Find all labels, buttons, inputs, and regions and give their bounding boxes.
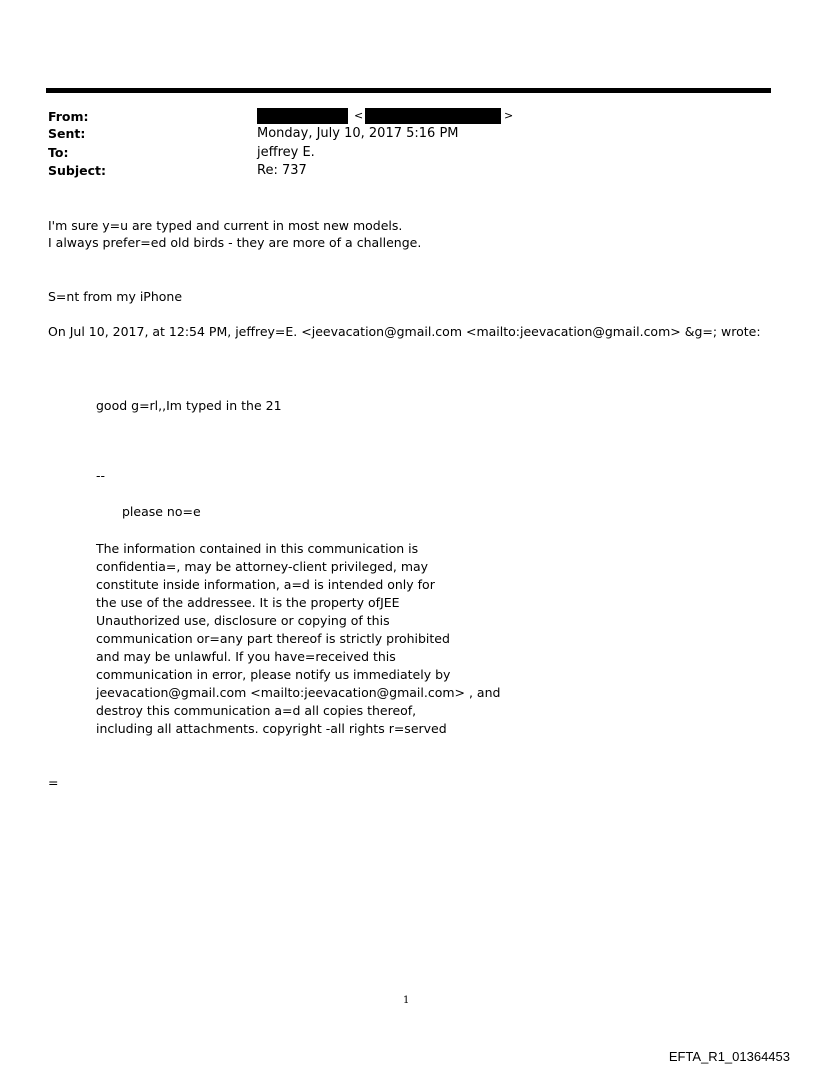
sent-label: Sent:: [48, 126, 86, 141]
header-rule: [46, 88, 771, 93]
disclaimer-line: including all attachments. copyright -all rights r=served: [96, 721, 447, 736]
please-note: please no=e: [122, 504, 201, 519]
page-number: 1: [403, 995, 410, 1006]
disclaimer-line: communication or=any part thereof is strictly prohibited: [96, 631, 450, 646]
disclaimer-line: jeevacation@gmail.com <mailto:jeevacation@gmail.com> , and: [96, 685, 501, 700]
confidentiality-disclaimer: [96, 540, 500, 738]
disclaimer-line: confidentia=, may be attorney-client privileged, may: [96, 559, 429, 574]
disclaimer-line: communication in error, please notify us immediately by: [96, 667, 451, 682]
body-line-1: I'm sure y=u are typed and current in most new models.: [48, 218, 403, 233]
sent-value: Monday, July 10, 2017 5:16 PM: [257, 126, 459, 141]
from-close-bracket: >: [504, 109, 514, 122]
disclaimer-line: the use of the addressee. It is the property ofJEE: [96, 595, 400, 610]
redacted-sender-email: [365, 108, 501, 124]
to-value: jeffrey E.: [257, 145, 315, 160]
to-label: To:: [48, 145, 69, 160]
reply-header: On Jul 10, 2017, at 12:54 PM, jeffrey=E. <jeevacation@gmail.com <mailto:jeevacation@gmail.com> &g=; wrote:: [48, 324, 761, 339]
redacted-sender-name: [257, 108, 348, 124]
trailing-equals: =: [48, 775, 59, 790]
quoted-message: good g=rl,,Im typed in the 21: [96, 398, 282, 413]
from-open-bracket: <: [354, 109, 364, 122]
from-label: From:: [48, 109, 89, 124]
document-id: EFTA_R1_01364453: [668, 1049, 790, 1064]
disclaimer-line: destroy this communication a=d all copies thereof,: [96, 703, 417, 718]
disclaimer-line: constitute inside information, a=d is intended only for: [96, 577, 435, 592]
subject-label: Subject:: [48, 163, 106, 178]
disclaimer-line: Unauthorized use, disclosure or copying of this: [96, 613, 390, 628]
signature-dashes: --: [96, 468, 106, 483]
body-line-2: I always prefer=ed old birds - they are more of a challenge.: [48, 235, 422, 250]
signature-line: S=nt from my iPhone: [48, 289, 183, 304]
disclaimer-line: and may be unlawful. If you have=received this: [96, 649, 396, 664]
disclaimer-line: The information contained in this communication is: [96, 541, 419, 556]
subject-value: Re: 737: [257, 163, 307, 178]
